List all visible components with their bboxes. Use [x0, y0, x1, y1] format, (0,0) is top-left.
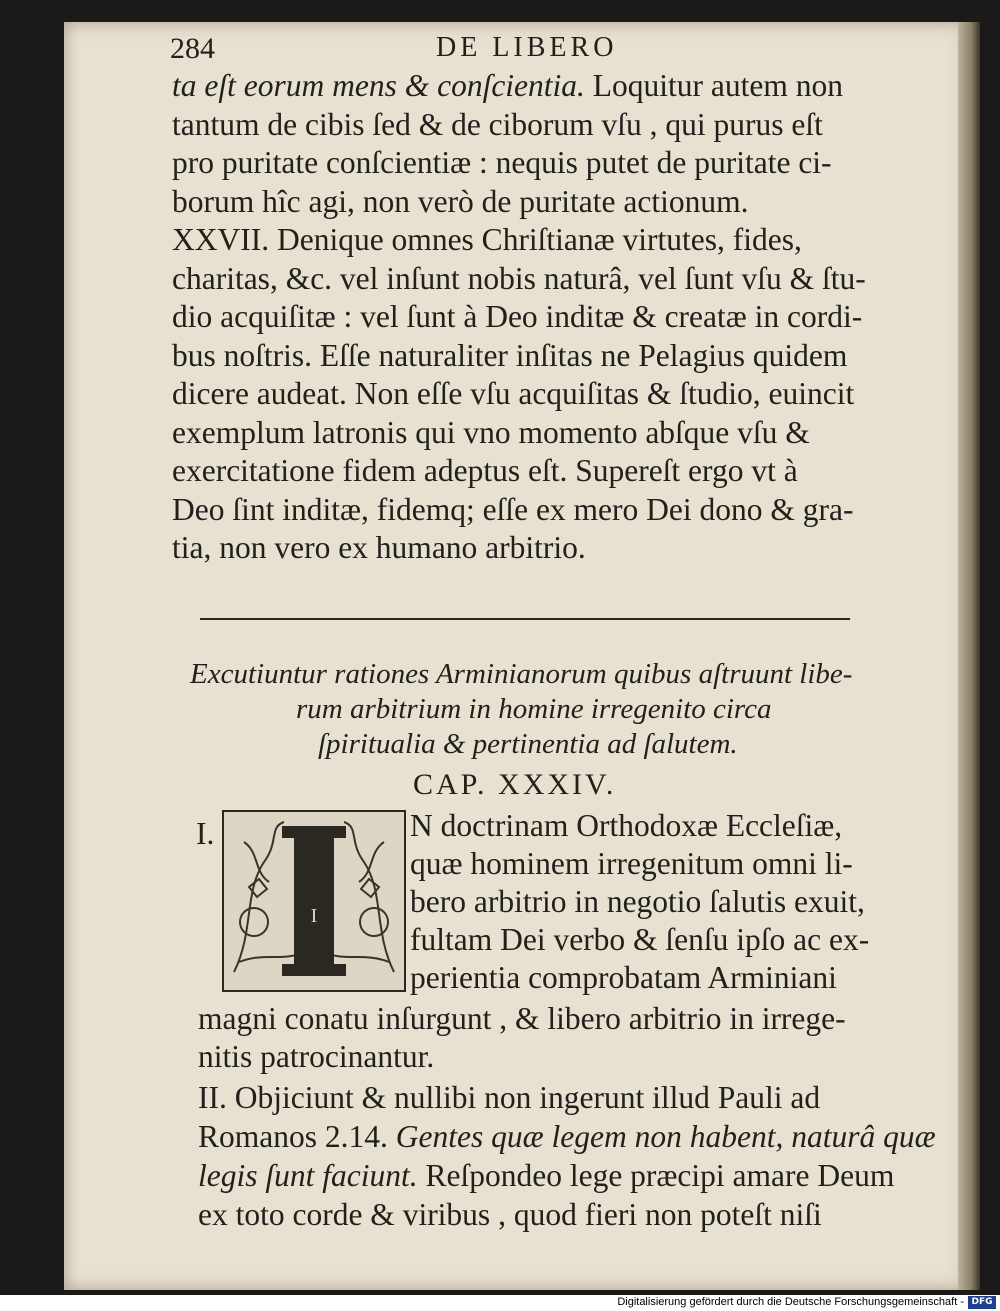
text-run: dio acquiſitæ : vel ſunt à Deo inditæ & creatæ in cordi-: [172, 299, 863, 334]
text-run: borum hîc agi, non verò de puritate actionum.: [172, 183, 749, 219]
text-run: Romanos 2.14.: [198, 1119, 396, 1154]
page-number: 284: [170, 32, 215, 65]
body-line-12: [172, 491, 854, 527]
text-run: tantum de cibis ſed & de ciborum vſu , qui purus eſt: [172, 106, 823, 142]
text-run: ta eſt eorum mens & conſcientia.: [172, 68, 585, 103]
para2-line-4: [198, 1199, 822, 1231]
body-line-11: [172, 455, 798, 487]
para2-line-3: [198, 1160, 894, 1192]
text-run: Deo ſint inditæ, fidemq; eſſe ex mero Dei dono & gra-: [172, 491, 854, 527]
para1-line-5: perientia comprobatam Arminiani: [410, 960, 837, 995]
section-heading-line-2: rum arbitrium in homine irregenito circa: [296, 693, 772, 725]
text-run: pro puritate conſcientiæ : nequis putet de puritate ci-: [172, 145, 832, 180]
section-divider: [200, 618, 850, 620]
page-edge: [958, 22, 980, 1290]
body-line-3: [172, 147, 832, 179]
para1-cont-line-1: magni conatu inſurgunt , & libero arbitrio in irrege-: [198, 1001, 846, 1036]
decorated-initial-I-icon: [222, 810, 406, 992]
text-run: Reſpondeo lege præcipi amare Deum: [417, 1158, 895, 1193]
initial-ornament: [224, 812, 404, 990]
initial-letter: I: [310, 905, 318, 927]
text-run: dicere audeat. Non eſſe vſu acquiſitas & ſtudio, euincit: [172, 376, 855, 411]
para1-cont-line-2: nitis patrocinantur.: [198, 1039, 435, 1074]
para1-line-3: bero arbitrio in negotio ſalutis exuit,: [410, 884, 865, 919]
text-run: Loquitur autem non: [584, 68, 843, 103]
dfg-logo: DFG: [968, 1296, 996, 1309]
para1-line-2: quæ hominem irregenitum omni li-: [410, 846, 853, 881]
body-line-6: [172, 260, 866, 296]
text-run: II. Objiciunt & nullibi non ingerunt illud Pauli ad: [198, 1080, 821, 1115]
section-heading-line-3: ſpiritualia & pertinentia ad ſalutem.: [318, 728, 738, 760]
footer-credit: Digitalisierung gefördert durch die Deutsche Forschungsgemeinschaft -: [617, 1296, 964, 1308]
para1-line-4: fultam Dei verbo & ſenſu ipſo ac ex-: [410, 922, 870, 957]
text-run: XXVII. Denique omnes Chriſtianæ virtutes, fides,: [172, 222, 802, 257]
text-run: charitas, &c. vel inſunt nobis naturâ, vel ſunt vſu & ſtu-: [172, 260, 866, 296]
chapter-heading: CAP. XXXIV.: [413, 768, 617, 801]
body-line-4: [172, 183, 749, 219]
body-line-10: [172, 414, 810, 450]
body-line-2: [172, 106, 823, 142]
text-run: exemplum latronis qui vno momento abſque vſu &: [172, 414, 810, 450]
text-run: bus noſtris. Eſſe naturaliter inſitas ne Pelagius quidem: [172, 337, 848, 373]
body-line-13: [172, 532, 586, 564]
body-line-7: [172, 301, 862, 333]
body-line-9: [172, 378, 854, 410]
para2-line-2: [198, 1121, 936, 1153]
body-line-8: [172, 337, 848, 373]
text-run: legis ſunt faciunt.: [198, 1158, 418, 1193]
body-line-1: [172, 70, 843, 102]
section-heading-line-1: Excutiuntur rationes Arminianorum quibus aſtruunt libe-: [190, 658, 853, 690]
text-run: exercitatione fidem adeptus eſt. Supereſt ergo vt à: [172, 453, 798, 488]
para1-line-1: N doctrinam Orthodoxæ Eccleſiæ,: [410, 808, 843, 843]
body-line-5: [172, 224, 802, 256]
paragraph-number: I.: [196, 816, 215, 851]
digitization-footer: [0, 1295, 1000, 1311]
text-run: tia, non vero ex humano arbitrio.: [172, 530, 586, 565]
para2-line-1: [198, 1082, 820, 1114]
text-run: ex toto corde & viribus , quod fieri non poteſt niſi: [198, 1197, 822, 1232]
text-run: Gentes quæ legem non habent, naturâ quæ: [395, 1119, 936, 1154]
running-title: DE LIBERO: [436, 32, 618, 63]
